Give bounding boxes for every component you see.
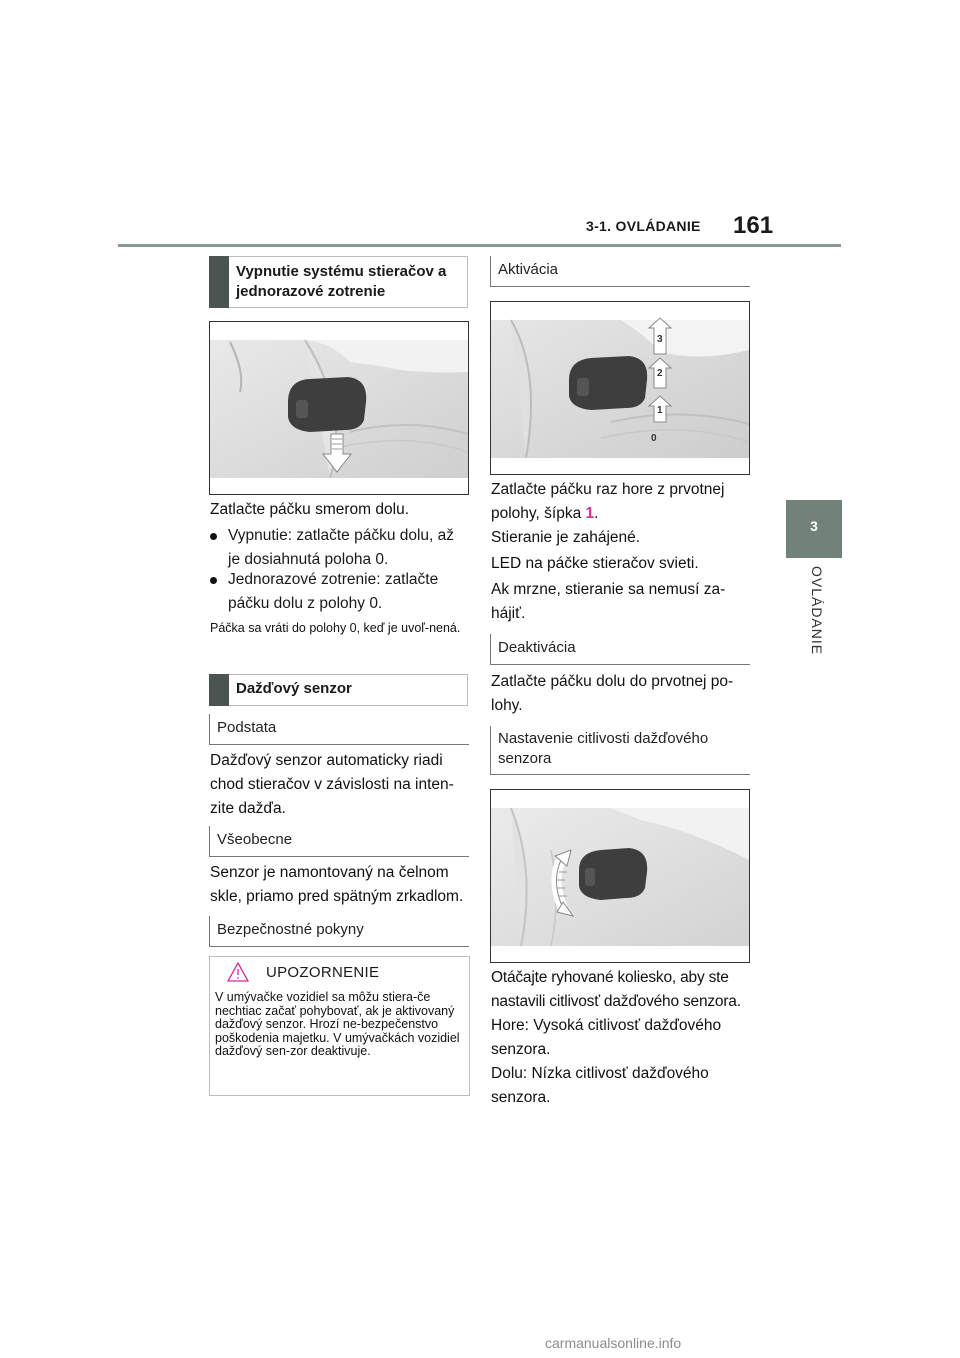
para-deactivation: Zatlačte páčku dolu do prvotnej po-lohy.: [491, 673, 734, 714]
heading-rain-sensor-text: Dažďový senzor: [236, 680, 352, 697]
para-sensitivity-1: Otáčajte ryhované koliesko, aby ste nastavili citlivosť dažďového senzora.: [491, 969, 741, 1010]
para-sensitivity-3: Dolu: Nízka citlivosť dažďového senzora.: [491, 1065, 709, 1106]
chapter-tab: 3: [786, 500, 842, 558]
heading-rain-sensor: [209, 674, 468, 706]
para-activation-1-text: Zatlačte páčku raz hore z prvotnej polohy, šípka: [491, 481, 725, 522]
arrow-number-1: 1: [585, 505, 595, 522]
bullet-single-wipe-text: Jednorazové zotrenie: zatlačte páčku dolu z polohy 0.: [228, 571, 439, 612]
subheading-general: [209, 826, 469, 857]
heading-wiper-off: [209, 256, 468, 308]
subheading-sensitivity: [490, 726, 750, 775]
subheading-safety-text: Bezpečnostné pokyny: [217, 921, 364, 938]
position-label-3: 3: [657, 334, 663, 345]
warning-text: V umývačke vozidiel sa môžu stiera-če nechtiac začať pohybovať, ak je aktivovaný dažďový senzor. Hrozí ne-bezpečenstvo poškodenia majetku. V umývačkách vozidiel dažďový sen-zor deaktivuje.: [215, 990, 460, 1058]
figure-wiper-lever-up: [490, 301, 750, 475]
position-label-2: 2: [657, 368, 663, 379]
page-number: 161: [733, 212, 774, 239]
para-push-down: Zatlačte páčku smerom dolu.: [210, 501, 410, 518]
bullet-single-wipe: [210, 568, 468, 616]
note-lever-return: Páčka sa vráti do polohy 0, keď je uvoľ-nená.: [210, 621, 461, 635]
para-activation-4: Ak mrzne, stieranie sa nemusí za-hájiť.: [491, 581, 726, 622]
section-title: 3-1. OVLÁDANIE: [586, 218, 701, 234]
subheading-activation-text: Aktivácia: [498, 261, 559, 278]
subheading-safety: [209, 916, 469, 947]
figure-wiper-lever-down: [209, 321, 469, 495]
warning-title: UPOZORNENIE: [266, 964, 380, 981]
para-sensitivity-2: Hore: Vysoká citlivosť dažďového senzora.: [491, 1017, 722, 1058]
warning-triangle-icon: [227, 962, 249, 987]
subheading-general-text: Všeobecne: [217, 831, 293, 848]
footer-watermark: carmanualsonline.info: [545, 1335, 682, 1351]
position-label-0: 0: [651, 433, 657, 444]
subheading-deactivation: [490, 634, 750, 665]
chapter-label: OVLÁDANIE: [809, 566, 825, 656]
para-activation-1-end: .: [594, 505, 599, 522]
heading-wiper-off-text: Vypnutie systému stieračov a jednorazové zotrenie: [236, 263, 447, 300]
para-activation-1: [491, 478, 749, 526]
subheading-principle: [209, 714, 469, 745]
position-label-1: 1: [657, 405, 663, 416]
subheading-sensitivity-text: Nastavenie citlivosti dažďového senzora: [498, 730, 709, 767]
subheading-activation: [490, 256, 750, 287]
para-activation-2: Stieranie je zahájené.: [491, 529, 641, 546]
figure-sensitivity-wheel: [490, 789, 750, 963]
bullet-switch-off: [210, 524, 468, 572]
subheading-deactivation-text: Deaktivácia: [498, 639, 576, 656]
para-general: Senzor je namontovaný na čelnom skle, priamo pred spätným zrkadlom.: [210, 864, 464, 905]
header-rule: [118, 244, 841, 247]
para-principle: Dažďový senzor automaticky riadi chod stieračov v závislosti na inten-zite dažďa.: [210, 752, 454, 817]
bullet-switch-off-text: Vypnutie: zatlačte páčku dolu, až je dosiahnutá poloha 0.: [228, 527, 455, 568]
subheading-principle-text: Podstata: [217, 719, 277, 736]
para-activation-3: LED na páčke stieračov svieti.: [491, 555, 699, 572]
